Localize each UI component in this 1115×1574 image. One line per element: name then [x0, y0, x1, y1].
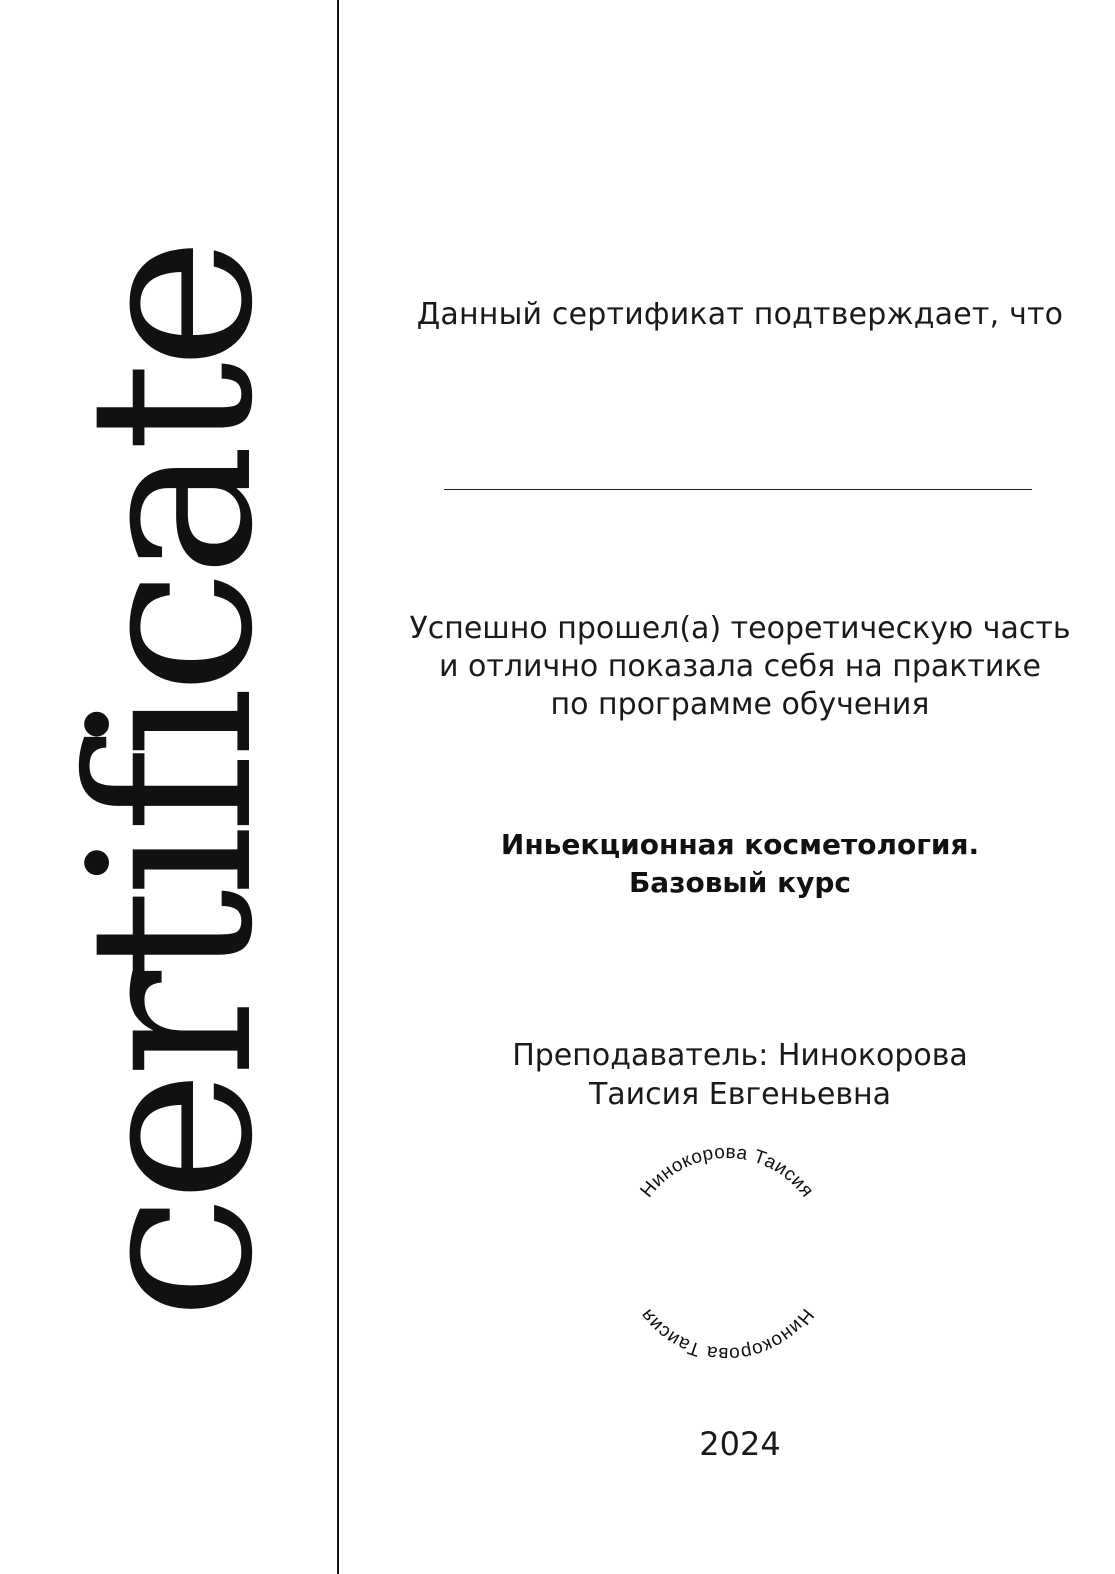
completion-line-3: по программе обучения [550, 687, 930, 722]
completion-line-2: и отлично показала себя на практике [439, 649, 1041, 684]
course-title [380, 826, 1100, 902]
teacher-line-1: Преподаватель: Нинокорова [512, 1038, 968, 1073]
svg-text:Нинокорова Таисия [636, 1304, 817, 1364]
completion-text [380, 610, 1100, 724]
course-title-line-2: Базовый курс [628, 866, 852, 899]
intro-text: Данный сертификат подтверждает, что [416, 297, 1064, 332]
svg-text:Нинокорова Таисия [636, 1142, 817, 1202]
seal-top-text: Нинокорова Таисия [636, 1141, 818, 1202]
course-title-line-1: Иньекционная косметология. [500, 828, 980, 861]
vertical-divider [337, 0, 339, 1574]
certificate-title: certificate [41, 245, 302, 1320]
seal-bottom-text: Нинокорова Таисия [636, 1304, 818, 1365]
signature-seal [612, 1138, 842, 1368]
recipient-name-line [444, 489, 1032, 490]
teacher-line-2: Таисия Евгеньевна [588, 1077, 892, 1112]
side-title-area [0, 0, 340, 1574]
teacher-info [380, 1036, 1100, 1114]
completion-line-1: Успешно прошел(а) теоретическую часть [409, 611, 1071, 646]
certificate-year: 2024 [699, 1425, 781, 1463]
